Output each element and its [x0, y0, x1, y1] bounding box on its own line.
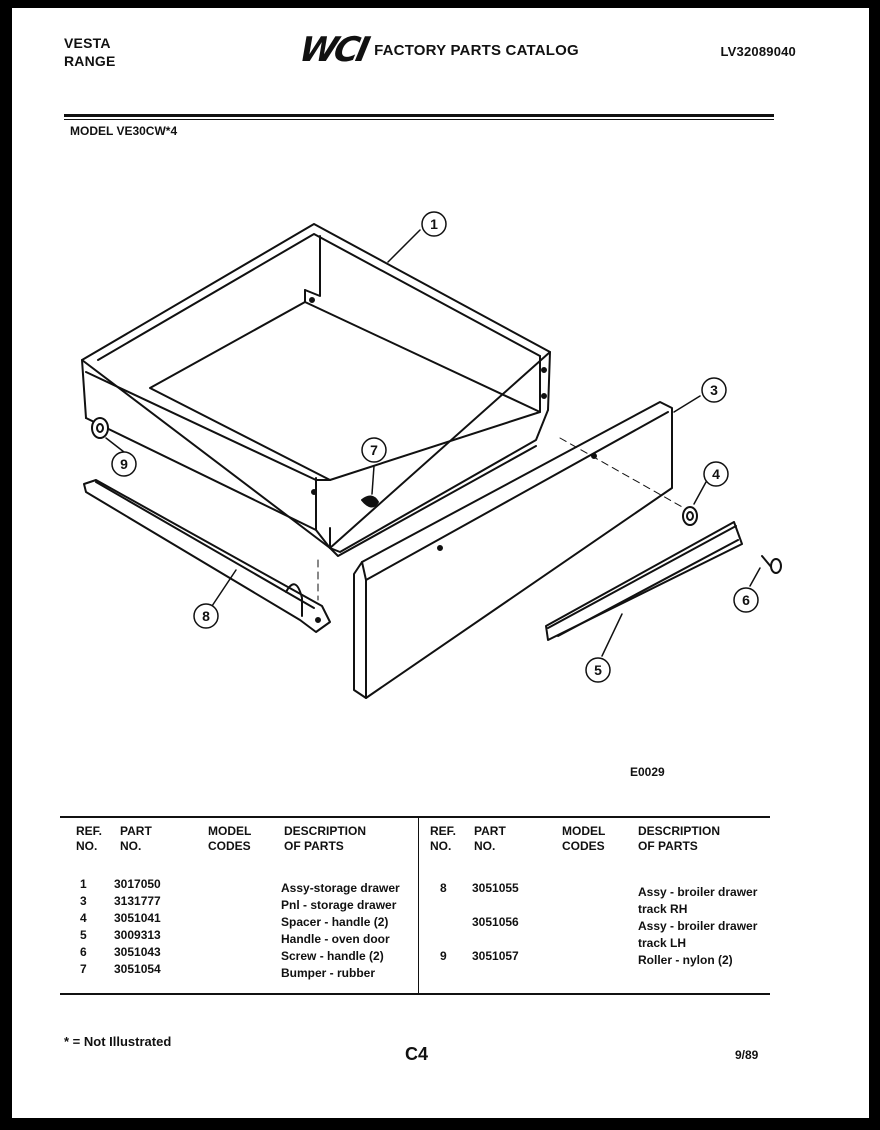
- right-ref-9: 9: [440, 949, 447, 963]
- callout-6: 6: [742, 592, 750, 608]
- table-row: 4: [80, 911, 87, 925]
- col-ref-header-right: REF. NO.: [430, 824, 457, 853]
- col-model-header-right: MODEL CODES: [562, 824, 606, 853]
- part-description: Assy-storage drawer: [281, 881, 400, 895]
- revision-date: 9/89: [735, 1048, 759, 1062]
- part-number: 3051054: [114, 962, 161, 976]
- right-ref-8: 8: [440, 881, 447, 895]
- left-part-column: [114, 876, 161, 978]
- col-ref-header: REF. NO.: [76, 824, 103, 853]
- wci-logo: WCI: [295, 30, 371, 70]
- callout-9: 9: [120, 456, 128, 472]
- right-part-8-rh: 3051055: [472, 881, 519, 895]
- right-desc-9: Roller - nylon (2): [638, 953, 733, 967]
- callout-1: 1: [430, 216, 438, 232]
- part-description: Screw - handle (2): [281, 949, 384, 963]
- handle-screw: [762, 556, 781, 573]
- part-number: 3051041: [114, 911, 161, 925]
- brand-name: VESTA: [64, 35, 111, 51]
- roller: [92, 418, 108, 438]
- table-row: 3: [80, 894, 87, 908]
- part-description: Pnl - storage drawer: [281, 898, 397, 912]
- document-number: LV32089040: [720, 44, 796, 59]
- page-number: C4: [405, 1044, 429, 1064]
- table-top-rule: [60, 816, 770, 818]
- table-row: 5: [80, 928, 87, 942]
- right-desc-8-lh: Assy - broiler drawer track LH: [638, 919, 758, 950]
- table-row: 1: [80, 877, 87, 891]
- part-number: 3131777: [114, 894, 161, 908]
- figure-code: E0029: [630, 765, 665, 779]
- callout-8: 8: [202, 608, 210, 624]
- not-illustrated-note: * = Not Illustrated: [64, 1034, 172, 1049]
- left-ref-column: [80, 876, 87, 978]
- part-number: 3009313: [114, 928, 161, 942]
- part-number: 3051043: [114, 945, 161, 959]
- table-bottom-rule: [60, 993, 770, 995]
- col-part-header-right: PART NO.: [474, 824, 506, 853]
- callout-3: 3: [710, 382, 718, 398]
- table-row: 6: [80, 945, 87, 959]
- table-row: 7: [80, 962, 87, 976]
- product-type: RANGE: [64, 53, 116, 69]
- callout-7: 7: [370, 442, 378, 458]
- table-divider: [418, 816, 419, 994]
- part-description: Bumper - rubber: [281, 966, 376, 980]
- right-part-8-lh: 3051056: [472, 915, 519, 929]
- catalog-title: FACTORY PARTS CATALOG: [374, 41, 579, 59]
- part-number: 3017050: [114, 877, 161, 891]
- callout-4: 4: [712, 466, 720, 482]
- callout-5: 5: [594, 662, 602, 678]
- model-label: MODEL VE30CW*4: [70, 124, 178, 138]
- right-desc-8-rh: Assy - broiler drawer track RH: [638, 885, 758, 916]
- col-model-header: MODEL CODES: [208, 824, 252, 853]
- part-description: Spacer - handle (2): [281, 915, 389, 929]
- right-part-9: 3051057: [472, 949, 519, 963]
- col-desc-header-right: DESCRIPTION OF PARTS: [638, 824, 721, 853]
- part-description: Handle - oven door: [281, 932, 390, 946]
- col-part-header: PART NO.: [120, 824, 152, 853]
- handle-spacer: [683, 507, 697, 525]
- left-desc-column: [281, 880, 400, 982]
- col-desc-header: DESCRIPTION OF PARTS: [284, 824, 367, 853]
